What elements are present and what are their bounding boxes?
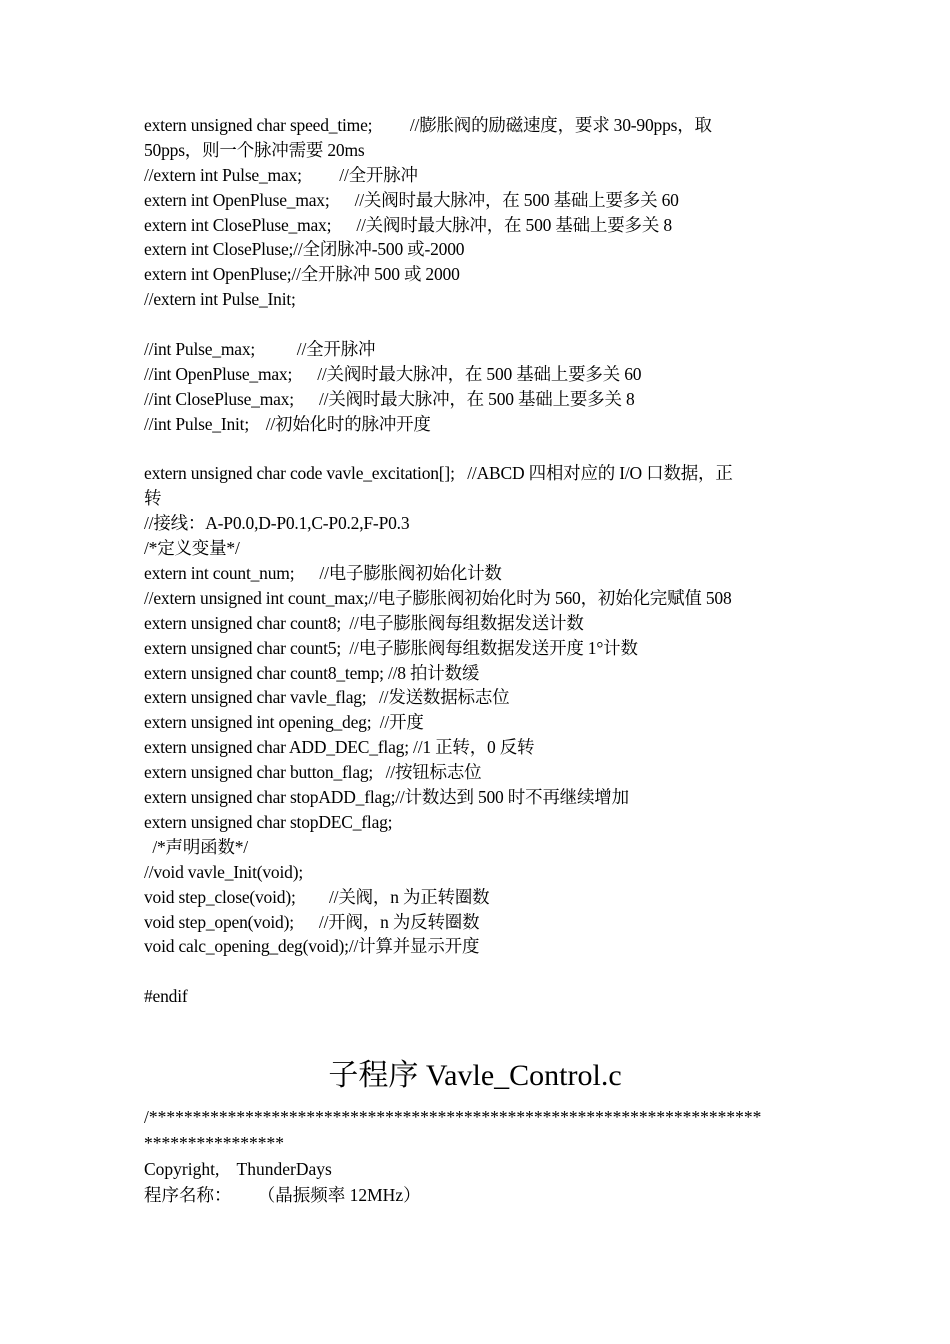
code-line: void step_close(void); //关阀，n 为正转圈数 <box>144 886 490 907</box>
program-name-line: 程序名称： （晶振频率 12MHz） <box>144 1185 421 1205</box>
code-line: //extern int Pulse_Init; <box>144 289 296 310</box>
copyright-line: Copyright, ThunderDays <box>144 1159 332 1179</box>
section-title: 子程序 Vavle_Control.c <box>328 1059 622 1092</box>
code-line: extern int OpenPluse;//全开脉冲 500 或 2000 <box>144 264 460 285</box>
code-line: extern int ClosePluse;//全闭脉冲-500 或-2000 <box>144 239 465 260</box>
code-line: //int Pulse_max; //全开脉冲 <box>144 339 376 360</box>
code-line: /*定义变量*/ <box>144 538 240 559</box>
code-line: extern unsigned char vavle_flag; //发送数据标志位 <box>144 687 510 708</box>
code-line: extern unsigned char button_flag; //按钮标志位 <box>144 762 482 783</box>
code-line: extern int count_num; //电子膨胀阀初始化计数 <box>144 563 502 584</box>
code-line: extern unsigned char stopADD_flag;//计数达到 500 时不再继续增加 <box>144 787 629 808</box>
code-line: //int ClosePluse_max; //关阀时最大脉冲，在 500 基础上要多关 8 <box>144 388 635 409</box>
code-line <box>144 959 814 984</box>
code-line: //接线：A-P0.0,D-P0.1,C-P0.2,F-P0.3 <box>144 513 410 534</box>
code-line: void calc_opening_deg(void);//计算并显示开度 <box>144 936 480 957</box>
code-line <box>144 437 814 462</box>
code-line <box>144 312 814 337</box>
code-line: //extern unsigned int count_max;//电子膨胀阀初始化时为 560，初始化完赋值 508 <box>144 587 732 608</box>
comment-border-line: /********************************************************************** <box>144 1107 762 1127</box>
code-line: extern unsigned char stopDEC_flag; <box>144 811 393 832</box>
code-line: extern unsigned char count8; //电子膨胀阀每组数据发送计数 <box>144 612 584 633</box>
code-line: //int Pulse_Init; //初始化时的脉冲开度 <box>144 413 431 434</box>
source-comment-block <box>144 1104 814 1208</box>
code-line: extern int OpenPluse_max; //关阀时最大脉冲，在 500 基础上要多关 60 <box>144 189 679 210</box>
code-line: extern unsigned char count5; //电子膨胀阀每组数据发送开度 1°计数 <box>144 637 638 658</box>
code-line: extern unsigned char code vavle_excitation[]; //ABCD 四相对应的 I/O 口数据，正 <box>144 463 733 484</box>
code-line: extern unsigned char ADD_DEC_flag; //1 正转，0 反转 <box>144 737 535 758</box>
code-line: //int OpenPluse_max; //关阀时最大脉冲，在 500 基础上要多关 60 <box>144 363 642 384</box>
code-line: extern int ClosePluse_max; //关阀时最大脉冲，在 500 基础上要多关 8 <box>144 214 672 235</box>
code-line: /*声明函数*/ <box>144 836 248 857</box>
header-code-block <box>144 113 814 1009</box>
code-line: //extern int Pulse_max; //全开脉冲 <box>144 164 418 185</box>
comment-border-line: **************** <box>144 1133 284 1153</box>
code-line: 50pps，则一个脉冲需要 20ms <box>144 139 365 160</box>
code-line: extern unsigned char speed_time; //膨胀阀的励磁速度，要求 30-90pps，取 <box>144 115 712 135</box>
code-line: #endif <box>144 986 188 1007</box>
code-line: void step_open(void); //开阀，n 为反转圈数 <box>144 911 480 932</box>
code-line: extern unsigned char count8_temp; //8 拍计数缓 <box>144 662 480 683</box>
code-line: 转 <box>144 488 162 509</box>
code-line: //void vavle_Init(void); <box>144 861 303 882</box>
code-line: extern unsigned int opening_deg; //开度 <box>144 712 424 733</box>
